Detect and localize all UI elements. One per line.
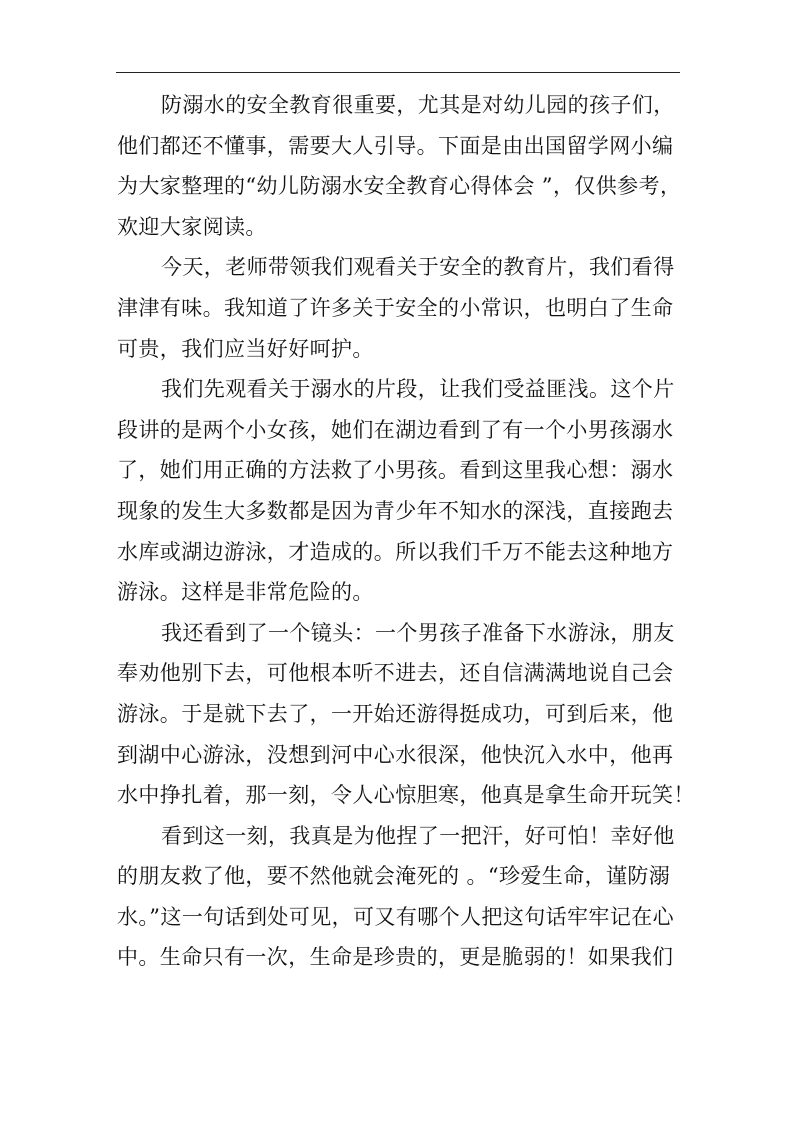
paragraph-line: 今天，老师带领我们观看关于安全的教育片，我们看得: [161, 255, 675, 280]
paragraph-line: 可贵，我们应当好好呵护。: [117, 336, 374, 361]
paragraph-line: 段讲的是两个小女孩，她们在湖边看到了有一个小男孩溺水: [117, 417, 674, 442]
paragraph-line: 水中挣扎着，那一刻，令人心惊胆寒，他真是拿生命开玩笑！: [117, 783, 695, 808]
paragraph-line: 我们先观看关于溺水的片段，让我们受益匪浅。这个片: [161, 377, 675, 402]
paragraph-line: 到湖中心游泳，没想到河中心水很深，他快沉入水中，他再: [117, 742, 674, 767]
paragraph-line: 中。生命只有一次，生命是珍贵的，更是脆弱的！如果我们: [117, 945, 674, 970]
paragraph-line: 了，她们用正确的方法救了小男孩。看到这里我心想：溺水: [117, 458, 674, 483]
paragraph-line: 游泳。于是就下去了，一开始还游得挺成功，可到后来，他: [117, 701, 674, 726]
paragraph-line: 奉劝他别下去，可他根本听不进去，还自信满满地说自己会: [117, 661, 674, 686]
paragraph-line: 看到这一刻，我真是为他捏了一把汗，好可怕！幸好他: [161, 823, 675, 848]
paragraph-line: 欢迎大家阅读。: [117, 214, 267, 239]
paragraph-line: 他们都还不懂事，需要大人引导。下面是由出国留学网小编: [117, 133, 674, 158]
paragraph-line: 水库或湖边游泳，才造成的。所以我们千万不能去这种地方: [117, 539, 674, 564]
paragraph-line: 的朋友救了他，要不然他就会淹死的 。“珍爱生命，谨防溺: [117, 864, 671, 889]
document-body: [117, 85, 695, 978]
paragraph-line: 防溺水的安全教育很重要，尤其是对幼儿园的孩子们，: [161, 93, 675, 117]
paragraph-line: 津津有味。我知道了许多关于安全的小常识，也明白了生命: [117, 295, 674, 320]
paragraph-line: 现象的发生大多数都是因为青少年不知水的深浅，直接跑去: [117, 498, 674, 523]
paragraph-line: 水。”这一句话到处可见，可又有哪个人把这句话牢牢记在心: [117, 904, 675, 929]
paragraph-line: 我还看到了一个镜头：一个男孩子准备下水游泳，朋友: [161, 620, 675, 645]
paragraph-line: 为大家整理的“幼儿防溺水安全教育心得体会 ”，仅供参考，: [117, 174, 682, 199]
paragraph-line: 游泳。这样是非常危险的。: [117, 580, 374, 605]
header-rule: [116, 72, 680, 73]
